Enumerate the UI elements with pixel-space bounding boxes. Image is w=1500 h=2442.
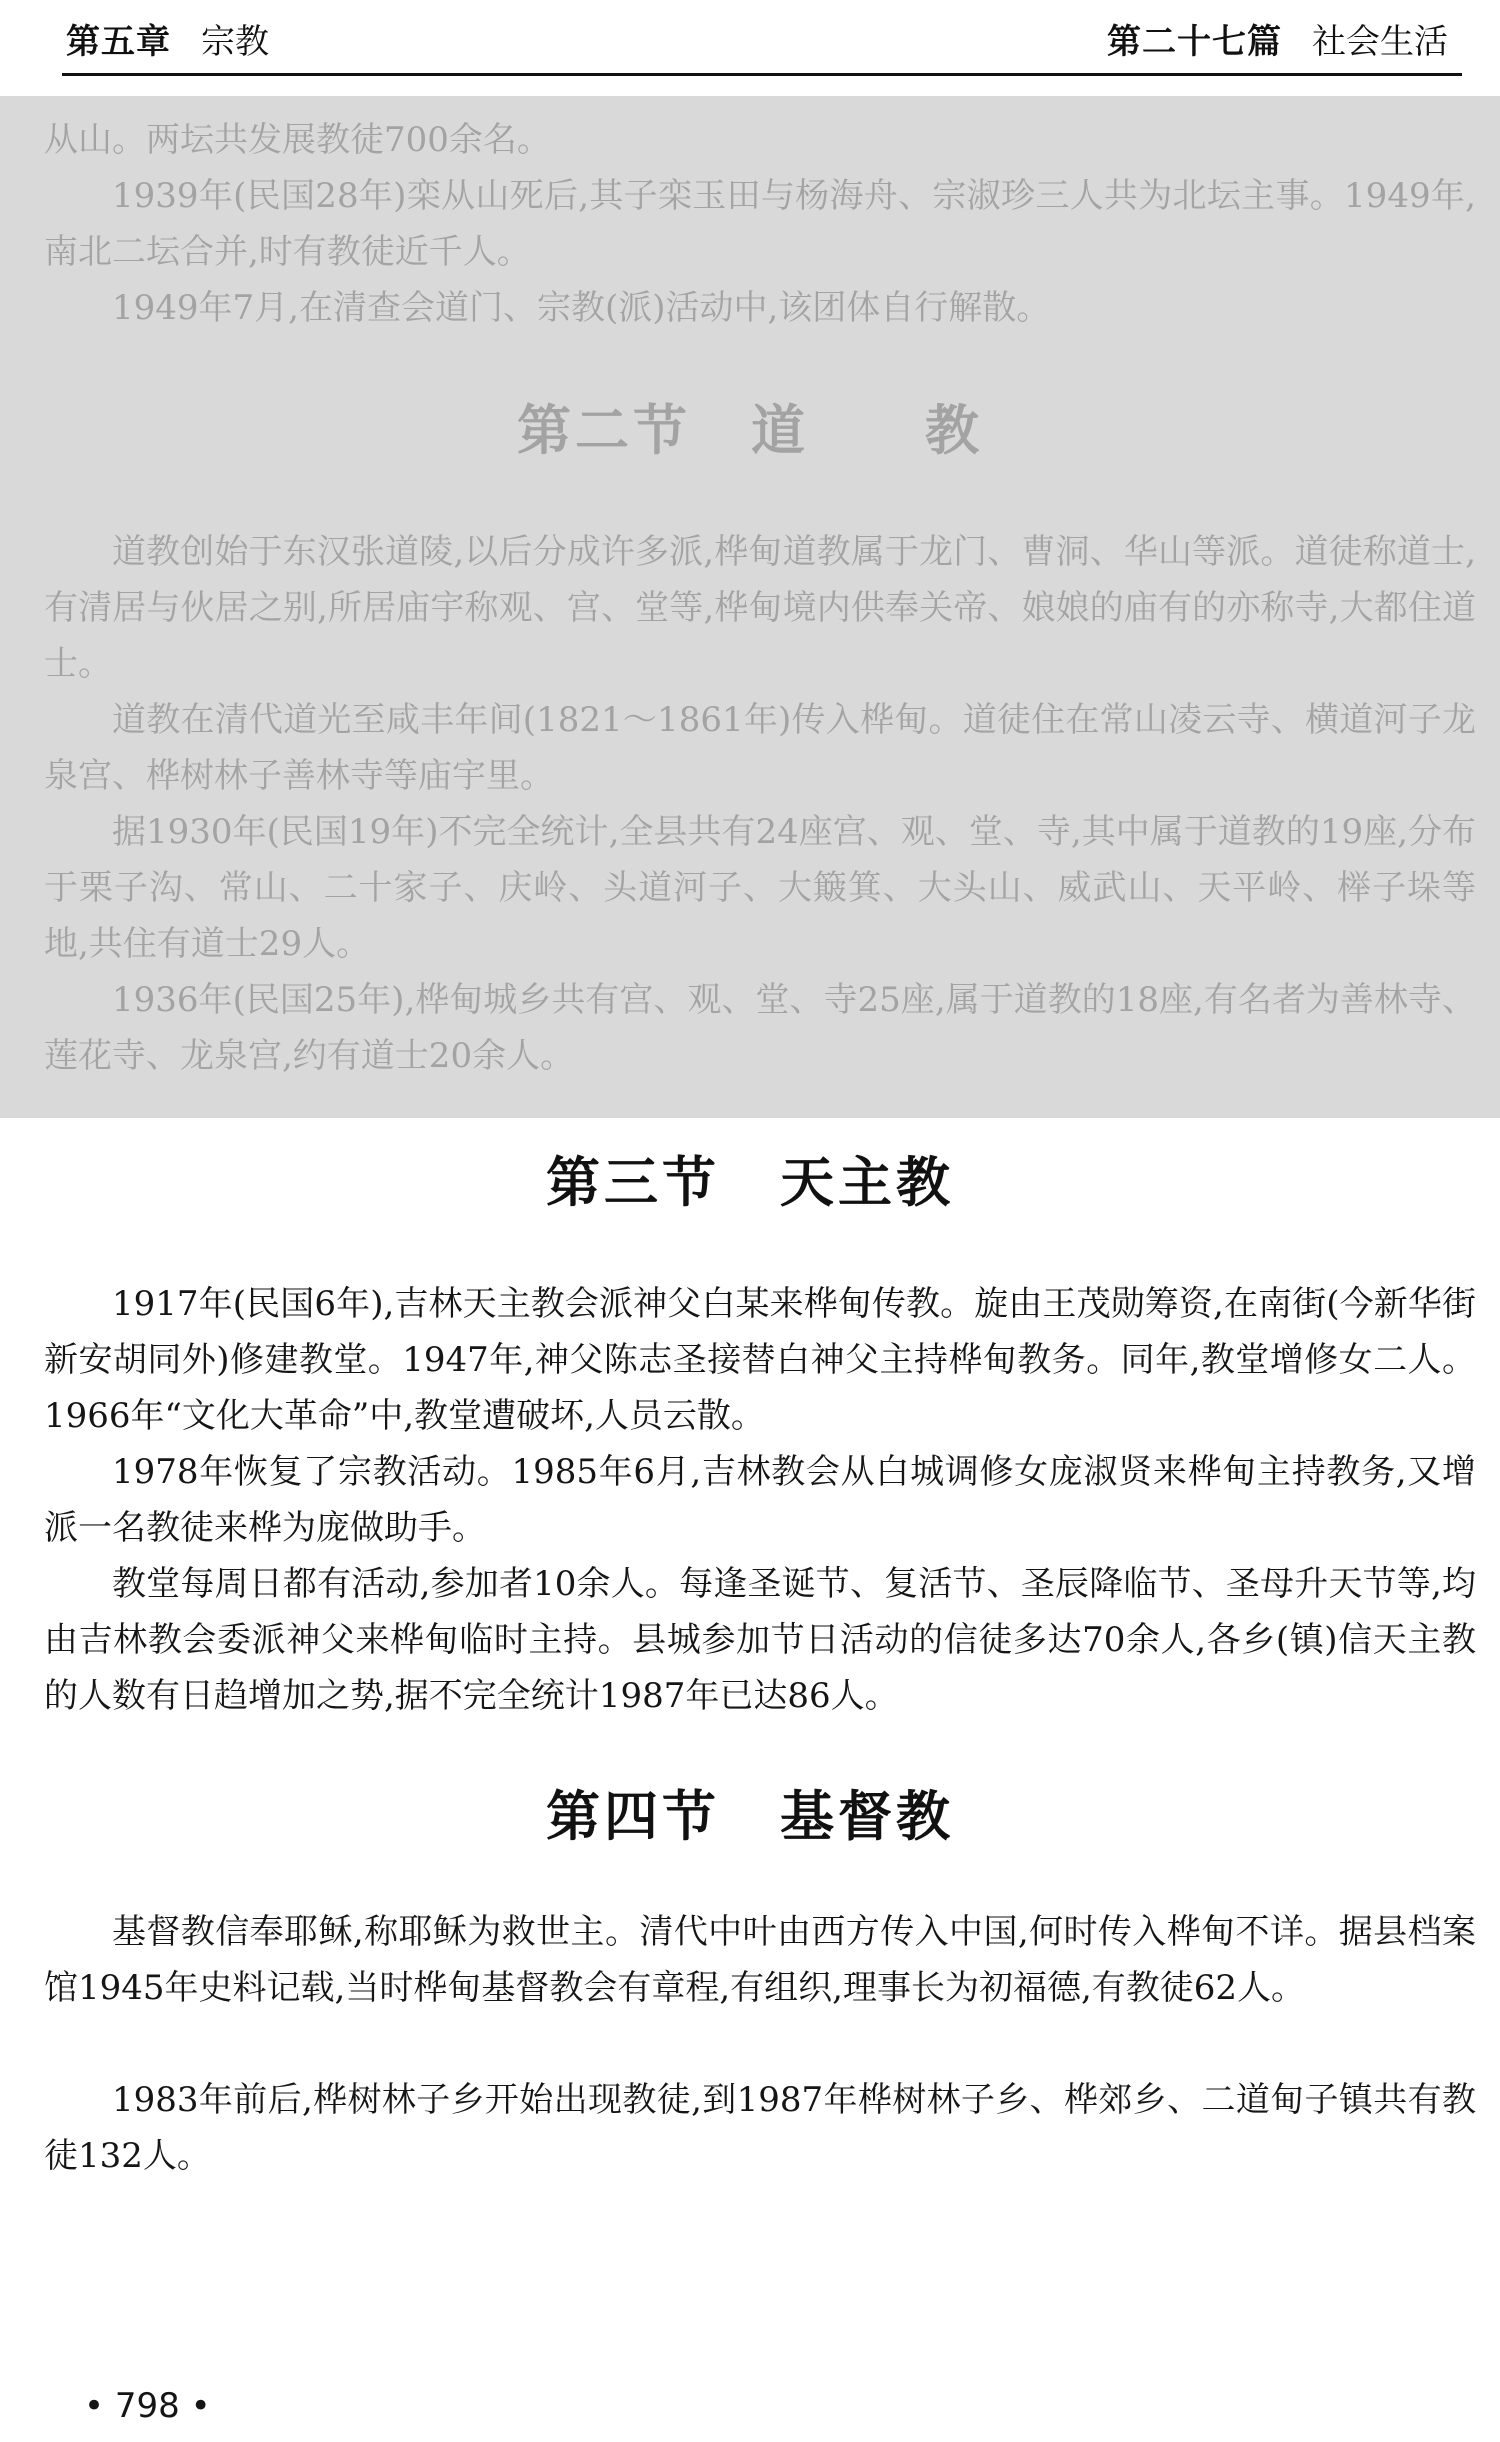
header-part — [1107, 20, 1448, 64]
section-4-title: 基督教 — [780, 1784, 954, 1848]
section-2-title: 道 教 — [751, 398, 983, 462]
section-4-heading — [0, 1781, 1500, 1851]
header-chapter — [66, 20, 269, 64]
prev-paragraph-2: 1939年(民国28年)栾从山死后,其子栾玉田与杨海舟、宗淑珍三人共为北坛主事。1949年,南北二坛合并,时有教徒近千人。 — [44, 176, 1476, 272]
part-number: 第二十七篇 — [1107, 22, 1282, 62]
prev-paragraph-1: 从山。两坛共发展教徒700余名。 — [44, 120, 551, 160]
section-3-paragraph-3: 教堂每周日都有活动,参加者10余人。每逢圣诞节、复活节、圣辰降临节、圣母升天节等,均由吉林教会委派神父来桦甸临时主持。县城参加节日活动的信徒多达70余人,各乡(镇)信天主教的人数有日趋增加之势,据不完全统计1987年已达86人。 — [44, 1564, 1476, 1716]
section-4-number: 第四节 — [546, 1784, 720, 1848]
section-3-paragraph-2: 1978年恢复了宗教活动。1985年6月,吉林教会从白城调修女庞淑贤来桦甸主持教务,又增派一名教徒来桦为庞做助手。 — [44, 1452, 1476, 1548]
section-4-paragraph-2: 1983年前后,桦树林子乡开始出现教徒,到1987年桦树林子乡、桦郊乡、二道甸子镇共有教徒132人。 — [44, 2080, 1476, 2176]
section-3-title: 天主教 — [780, 1150, 954, 1214]
section-2-paragraph-3: 据1930年(民国19年)不完全统计,全县共有24座宫、观、堂、寺,其中属于道教的19座,分布于栗子沟、常山、二十家子、庆岭、头道河子、大簸箕、大头山、威武山、天平岭、榉子垛等地,共住有道士29人。 — [44, 812, 1476, 964]
section-2-heading — [0, 395, 1500, 465]
chapter-name: 宗教 — [201, 22, 269, 62]
section-4-paragraph-1: 基督教信奉耶稣,称耶稣为救世主。清代中叶由西方传入中国,何时传入桦甸不详。据县档案馆1945年史料记载,当时桦甸基督教会有章程,有组织,理事长为初福德,有教徒62人。 — [44, 1912, 1476, 2008]
section-3-number: 第三节 — [546, 1150, 720, 1214]
section-3-heading — [0, 1147, 1500, 1217]
section-2-paragraph-4: 1936年(民国25年),桦甸城乡共有宫、观、堂、寺25座,属于道教的18座,有名者为善林寺、莲花寺、龙泉宫,约有道士20余人。 — [44, 980, 1476, 1076]
section-2-number: 第二节 — [517, 398, 691, 462]
section-3-paragraph-1: 1917年(民国6年),吉林天主教会派神父白某来桦甸传教。旋由王茂勋筹资,在南街(今新华街新安胡同外)修建教堂。1947年,神父陈志圣接替白神父主持桦甸教务。同年,教堂增修女二人。1966年“文化大革命”中,教堂遭破坏,人员云散。 — [44, 1284, 1476, 1436]
section-2-paragraph-1: 道教创始于东汉张道陵,以后分成许多派,桦甸道教属于龙门、曹洞、华山等派。道徒称道士,有清居与伙居之别,所居庙宇称观、宫、堂等,桦甸境内供奉关帝、娘娘的庙有的亦称寺,大都住道士。 — [44, 532, 1476, 684]
running-header — [62, 12, 1462, 76]
chapter-number: 第五章 — [66, 22, 171, 62]
part-name: 社会生活 — [1312, 22, 1448, 62]
header-rule — [62, 73, 1462, 76]
prev-paragraph-3: 1949年7月,在清查会道门、宗教(派)活动中,该团体自行解散。 — [112, 288, 1051, 328]
section-2-paragraph-2: 道教在清代道光至咸丰年间(1821～1861年)传入桦甸。道徒住在常山凌云寺、横道河子龙泉宫、桦树林子善林寺等庙宇里。 — [44, 700, 1476, 796]
page-number: • 798 • — [84, 2386, 211, 2426]
